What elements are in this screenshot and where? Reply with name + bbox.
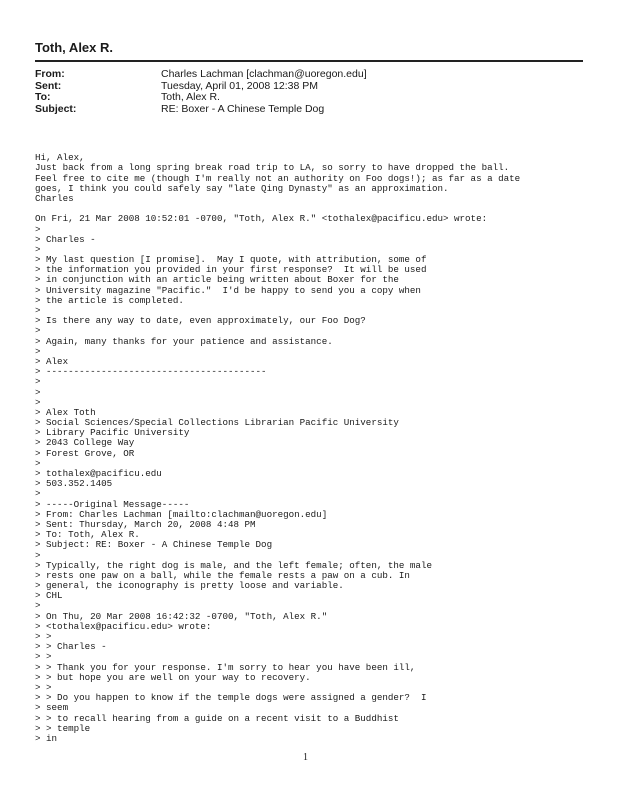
email-body-line: Feel free to cite me (though I'm really not an authority on Foo dogs!); as far as a date [35, 172, 521, 184]
email-body-line: > tothalex@pacificu.edu [35, 468, 162, 479]
email-body-line: > Library Pacific University [35, 427, 190, 439]
email-body-line: > Is there any way to date, even approximately, our Foo Dog? [35, 315, 366, 327]
email-body [35, 143, 595, 744]
page-number: 1 [303, 752, 308, 763]
email-body-line [35, 143, 595, 153]
email-body-line: Hi, Alex, [35, 152, 85, 164]
email-body-line: > Sent: Thursday, March 20, 2008 4:48 PM [35, 518, 256, 530]
email-body-line: > [35, 600, 41, 612]
email-body-line: > Alex [35, 355, 69, 367]
email-body-line: > Again, many thanks for your patience and assistance. [35, 335, 333, 347]
email-body-line: > My last question [I promise]. May I quote, with attribution, some of [35, 254, 427, 266]
email-body-line: > [35, 223, 41, 235]
email-body-line: > From: Charles Lachman [mailto:clachman@uoregon.edu] [35, 508, 328, 520]
email-body-line: > Forest Grove, OR [35, 447, 135, 459]
email-body-line: > rests one paw on a ball, while the female rests a paw on a cub. In [35, 569, 410, 581]
email-body-line: > > [35, 631, 52, 642]
email-body-line: > > [35, 651, 52, 663]
email-body-line: > in conjunction with an article being written about Boxer for the [35, 274, 399, 286]
header-divider [35, 60, 583, 62]
email-body-line: > > Do you happen to know if the temple dogs were assigned a gender? I [35, 692, 427, 704]
email-body-line: > ---------------------------------------- [35, 366, 267, 378]
email-body-line: > 2043 College Way [35, 437, 135, 449]
email-body-line: > [35, 386, 41, 398]
header-label: To: [35, 91, 51, 103]
email-body-line: goes, I think you could safely say "late Qing Dynasty" as an approximation. [35, 182, 449, 194]
email-body-line: > in [35, 732, 58, 744]
email-body-line: > Charles - [35, 233, 96, 245]
email-body-line: > University magazine "Pacific." I'd be happy to send you a copy when [35, 284, 421, 296]
email-body-line: > -----Original Message----- [35, 498, 190, 510]
email-header [35, 69, 367, 115]
email-body-line: > [35, 396, 41, 408]
email-body-line: > [35, 488, 41, 500]
header-label: Sent: [35, 79, 62, 92]
header-value: Tuesday, April 01, 2008 12:38 PM [161, 79, 319, 92]
email-body-line: > 503.352.1405 [35, 478, 113, 490]
email-body-line: > [35, 457, 41, 469]
header-subject-row [35, 104, 367, 116]
email-body-line: > [35, 305, 41, 316]
header-to-row [35, 92, 367, 104]
email-body-line: > general, the iconography is pretty loose and variable. [35, 580, 344, 592]
header-value: Charles Lachman [clachman@uoregon.edu] [161, 68, 367, 80]
email-body-line: > > [35, 681, 52, 693]
email-body-line: > On Thu, 20 Mar 2008 16:42:32 -0700, "Toth, Alex R." [35, 610, 328, 622]
header-value: RE: Boxer - A Chinese Temple Dog [161, 102, 325, 115]
email-body-line: > > temple [35, 722, 91, 734]
email-body-line: > Social Sciences/Special Collections Librarian Pacific University [35, 417, 399, 429]
email-body-line: > seem [35, 702, 69, 714]
email-body-line: > Subject: RE: Boxer - A Chinese Temple Dog [35, 539, 273, 551]
email-body-line: > [35, 243, 41, 255]
email-body-line: > Alex Toth [35, 406, 96, 418]
email-body-line: > > Charles - [35, 641, 107, 653]
email-body-line: Charles [35, 192, 74, 204]
header-label: Subject: [35, 102, 77, 115]
email-body-line: > > Thank you for your response. I'm sorry to hear you have been ill, [35, 661, 416, 673]
email-body-line: > the article is completed. [35, 294, 184, 306]
email-body-line: > > to recall hearing from a guide on a recent visit to a Buddhist [35, 712, 399, 724]
email-body-line: > the information you provided in your first response? It will be used [35, 264, 427, 276]
sender-name: Toth, Alex R. [35, 40, 113, 55]
email-body-line: > <tothalex@pacificu.edu> wrote: [35, 620, 212, 632]
email-body-line: > [35, 549, 41, 561]
email-body-line: > Typically, the right dog is male, and the left female; often, the male [35, 559, 432, 571]
email-body-line: > CHL [35, 590, 63, 602]
email-body-line: On Fri, 21 Mar 2008 10:52:01 -0700, "Toth, Alex R." <tothalex@pacificu.edu> wrote: [35, 213, 488, 225]
email-body-line: > [35, 345, 41, 357]
header-value: Toth, Alex R. [161, 91, 220, 103]
email-body-line: Just back from a long spring break road trip to LA, so sorry to have dropped the ball. [35, 162, 510, 174]
header-label: From: [35, 68, 65, 80]
email-body-line: > [35, 376, 41, 388]
email-body-line: > To: Toth, Alex R. [35, 529, 140, 541]
email-body-line: > [35, 325, 41, 337]
header-from-row [35, 69, 367, 81]
email-body-line: > > but hope you are well on your way to recovery. [35, 671, 311, 683]
